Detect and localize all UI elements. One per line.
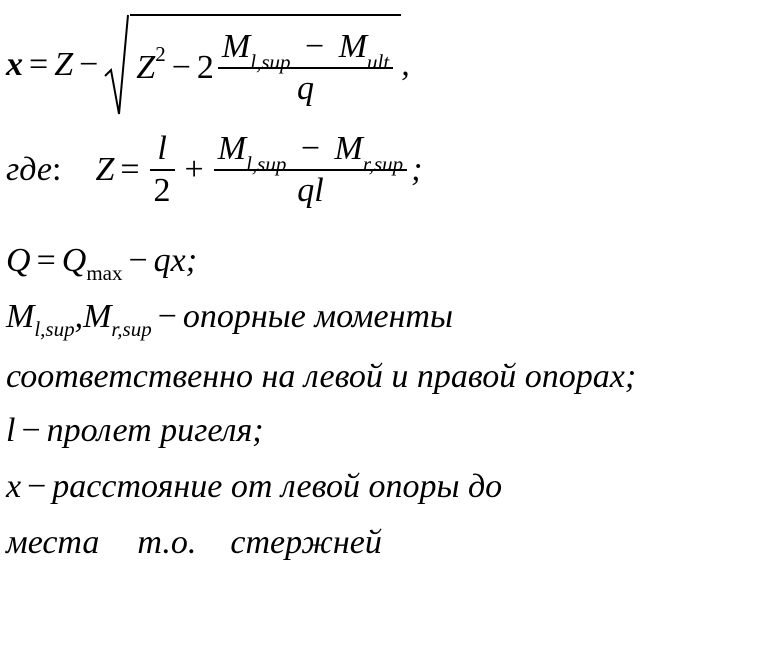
var-q: Q [6,242,31,279]
var-z: Z [95,151,115,188]
fraction-numerator [214,130,407,176]
var-q: Q [61,242,87,279]
square-root [104,14,401,116]
dash: − [157,298,177,335]
moment-subscript: l,sup [250,50,291,74]
moment-subscript: r,sup [111,316,152,341]
moment-subscript: l,sup [246,152,287,176]
coefficient: 2 [196,49,214,86]
definition-place [6,526,382,560]
word-rods: стержней [230,524,382,561]
var-l: l [6,412,16,449]
minus-sign: − [79,46,99,83]
moment-symbol: M [334,130,363,167]
formula-x [6,14,410,116]
radical-sign-icon [104,14,130,116]
fraction-moments [214,132,407,208]
formula-z [6,132,422,208]
moment-subscript: l,sup [34,316,75,341]
formula-q [6,242,198,285]
colon: : [51,151,62,188]
comma: , [74,298,84,335]
var-x: x [6,46,23,83]
fraction-denominator: q [297,70,315,107]
minus-sign: − [300,130,321,167]
definition-text: опорные моменты [182,298,454,335]
moment-symbol: M [221,28,251,65]
fraction [218,30,393,106]
fraction-l-over-2 [150,132,175,208]
moment-symbol: M [217,130,247,167]
var-z: Z [136,49,156,86]
moment-subscript: ult [367,50,390,74]
definition-continuation [6,360,636,394]
definition-span [6,414,264,448]
word-abbr: т.о. [137,524,197,561]
minus-sign: − [305,28,325,65]
minus-sign: − [171,49,191,86]
dash: − [21,412,41,449]
exponent: 2 [155,41,166,66]
moment-symbol: M [6,298,35,335]
equals-sign: = [120,151,140,188]
definition-moments [6,298,454,341]
definition-text: пролет ригеля; [46,412,264,449]
definition-distance [6,470,502,504]
q-subscript: max [86,260,123,285]
var-x: x [6,468,22,505]
word-place: места [6,524,100,561]
where-word: где [6,151,52,188]
fraction-denominator: 2 [153,172,171,209]
plus-sign: + [184,151,204,188]
equals-sign: = [36,242,56,279]
var-z: Z [54,46,74,83]
formula-rest: qx; [153,242,198,279]
punctuation: ; [411,151,423,188]
punctuation: , [401,46,410,83]
moment-symbol: M [338,28,368,65]
definition-text: соответственно на левой и правой опорах; [6,358,637,395]
fraction-numerator [218,28,393,74]
dash: − [27,468,47,505]
radicand [130,14,401,116]
fraction-denominator: ql [297,172,324,209]
fraction-numerator: l [157,130,167,167]
moment-symbol: M [83,298,112,335]
minus-sign: − [128,242,148,279]
equals-sign: = [29,46,49,83]
definition-text: расстояние от левой опоры до [52,468,503,505]
moment-subscript: r,sup [362,152,404,176]
